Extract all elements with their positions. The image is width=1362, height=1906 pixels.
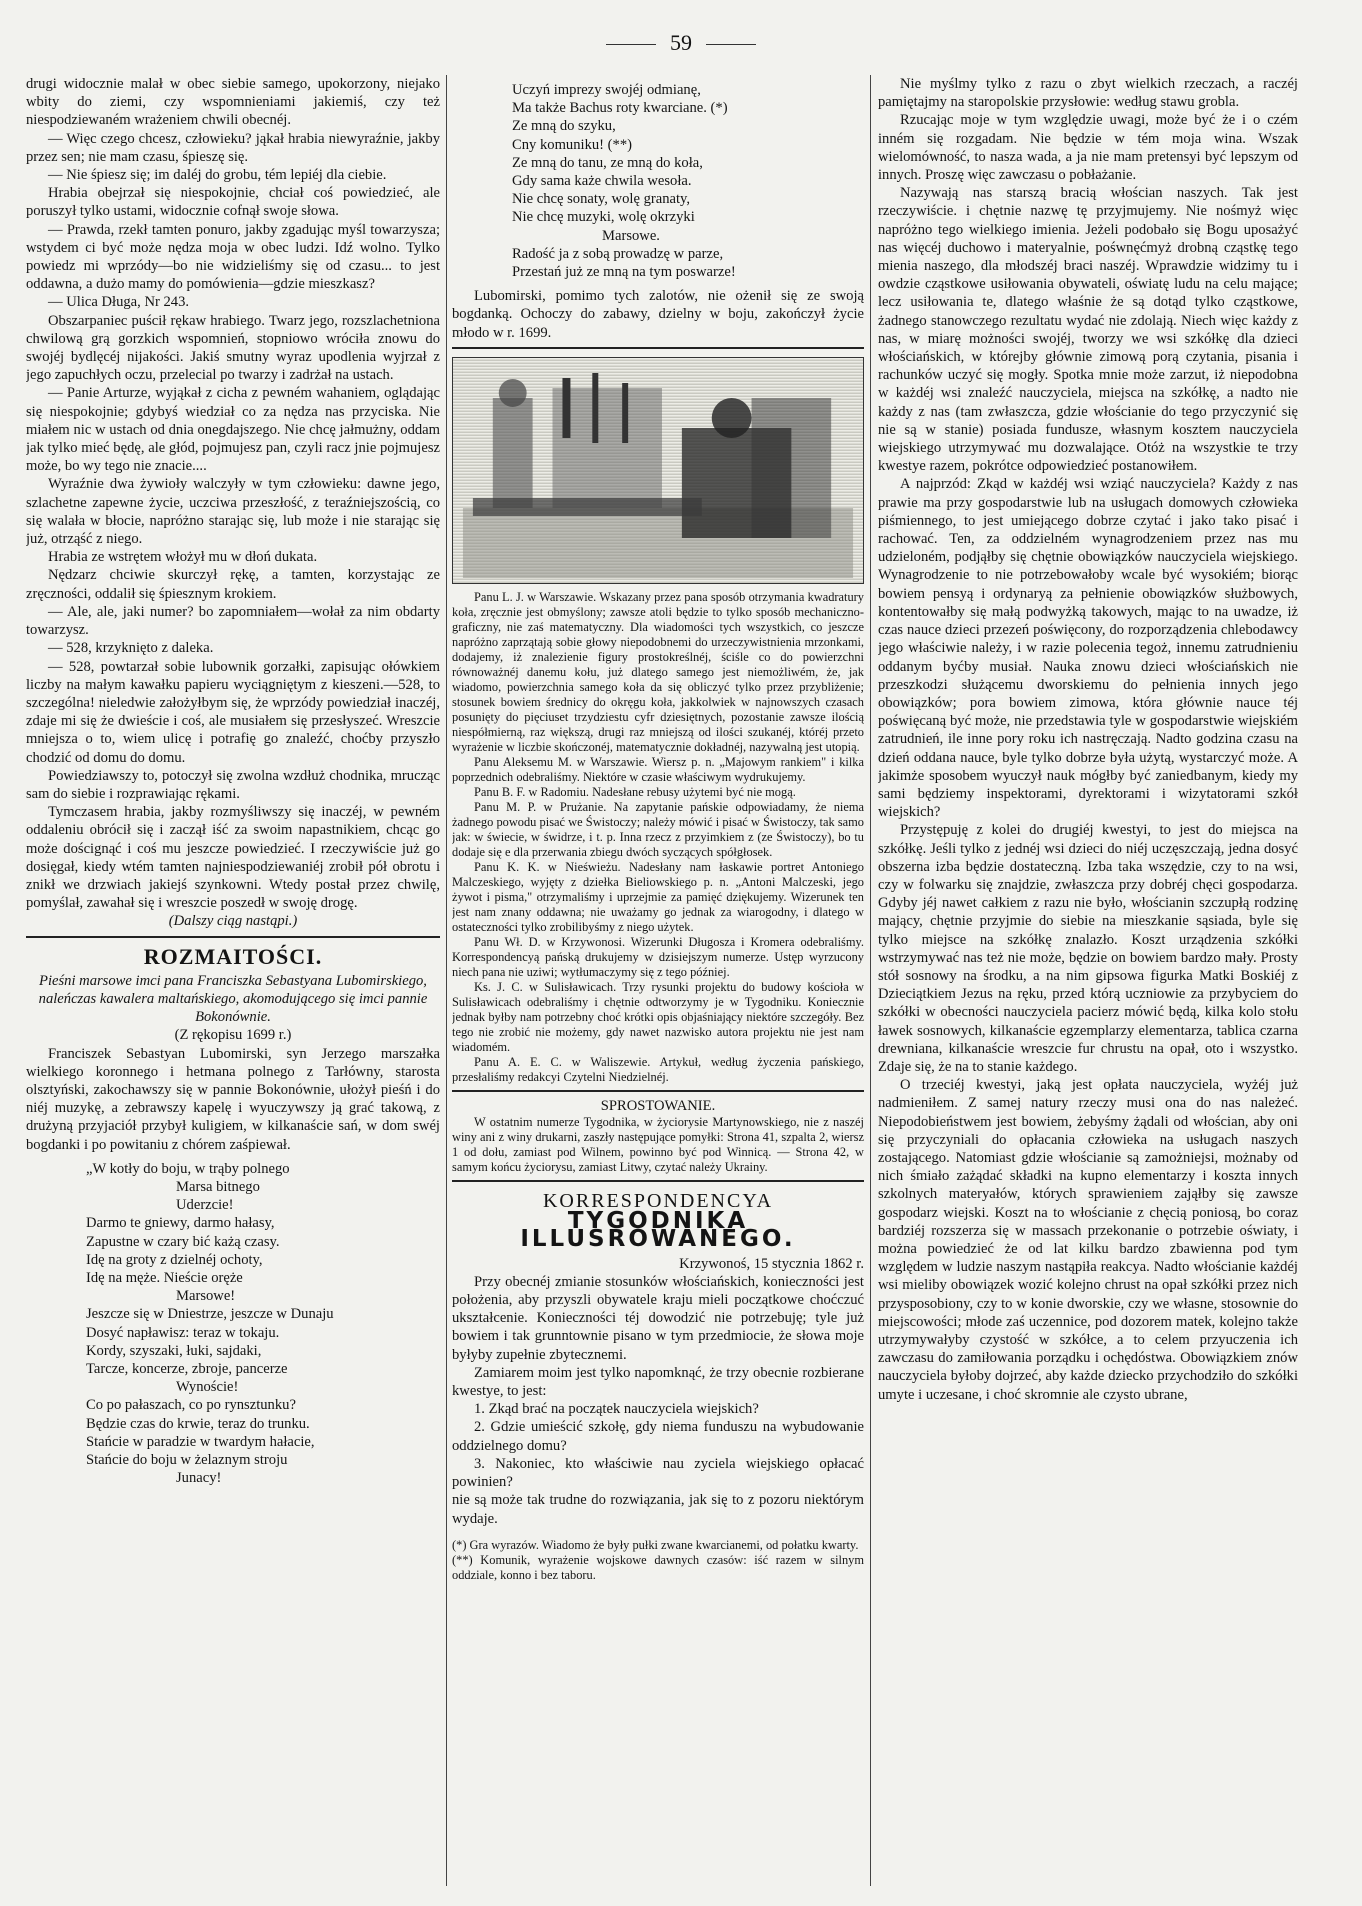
paragraph: 2. Gdzie umieścić szkołę, gdy niema funduszu na wybudowanie oddzielnego domu? [452, 1419, 864, 1454]
note: Panu A. E. C. w Waliszewie. Artykuł, według życzenia pańskiego, przesłaliśmy redakcyi Czytelni Niedzielnéj. [452, 1054, 864, 1084]
column-2 [452, 75, 864, 1886]
paragraph: Hrabia ze wstrętem włożył mu w dłoń dukata. [48, 549, 318, 566]
paragraph: Przystępuję z kolei do drugiéj kwestyi, to jest do miejsca na szkółkę. Jeśli tylko z jednéj wsi dzieci do niéj uczęszczają, jedna dosyć obszerna izba będzie dostateczną. Izba taka wszędzie, czy to na wsi, czy w folwarku się znajdzie, zwłaszcza przy dobréj chęci gospodarza. Gdyby jéj nawet całkiem z razu nie było, włościanin szczupłą rodzinę mający, chętnie przyjmie do siebie na mieszkanie sąsiada, byle się tylko miejsce na szkółkę znalazło. Koszt urządzenia szkółki wstrzymywać nas też nie może, będzie on bowiem bardzo mały. Prosty stół sosnowy na środku, a na nim gipsowa figurka Matki Boskiéj z Dzieciątkiem Jezus na ręku, przed którą uczniowie za przybyciem do szkółki w obecności nauczyciela pacierz mówić będą, kilka kolo stołu ławek sosnowych, kilkanaście egzemplarzy elementarza, tablica czarna drewniana, kilkanaście wreszcie fur chrustu na opał, oto i wszystko. Zdaje się, że na to stanie każdego. [878, 822, 1298, 1075]
poem-line: „W kotły do boju, w trąby polnego [86, 1160, 290, 1177]
column-rule [446, 75, 447, 1886]
correction-text: W ostatnim numerze Tygodnika, w życiorysie Martynowskiego, nie z naszéj winy ani z winy drukarni, zaszły następujące pomyłki: Strona 41, szpalta 2, wiersz 1 od dołu, zamiast pod Wilnem, powinno być pod Winnicą. — Strona 42, w samym końcu życiorysu, zamiast Litwy, czytać należy Ukrainy. [452, 1115, 864, 1175]
poem-line: Marsa bitnego [176, 1178, 260, 1195]
poem-continued [452, 81, 864, 281]
paragraph: drugi widocznie malał w obec siebie samego, upokorzony, niejako wbity do ziemi, czy wspomnieniami jakiemiś, czy też niespodziewaném wrażeniem chwili obecnéj. [26, 76, 440, 129]
poem-line: Jeszcze się w Dniestrze, jeszcze w Dunaju [86, 1306, 334, 1323]
poem-line: Nie chcę sonaty, wolę granaty, [512, 191, 691, 208]
page-number: 59 [0, 30, 1362, 56]
poem-line: Zapustne w czary bić każą czasy. [86, 1233, 280, 1250]
paragraph: — Więc czego chcesz, człowieku? jąkał hrabia niewyraźnie, jakby przez sen; nie mam czasu, śpieszę się. [26, 130, 440, 165]
poem-line: Cny komuniku! (**) [512, 136, 632, 153]
poem-line: Ma także Bachus roty kwarciane. (*) [512, 100, 728, 117]
poem-line: Ze mną do szyku, [512, 118, 616, 135]
paragraph: Obszarpaniec puścił rękaw hrabiego. Twarz jego, rozszlachetniona chwilową grą gorzkich wspomnień, stopniowo wróciła znowu do swojéj bydlęcéj nijakości. Jakiś smutny wyraz upodlenia wyjrzał z jego zapuchłych oczu, przelecial po twarzy i zadrżał na ustach. [26, 312, 440, 384]
poem-line: Wynoście! [176, 1379, 239, 1396]
poem-line: Darmo te gniewy, darmo hałasy, [86, 1215, 275, 1232]
correspondence-title: TYGODNIKA ILLUSROWANEGO. [520, 1208, 796, 1253]
column-rule [870, 75, 871, 1886]
paragraph: A najprzód: Zkąd w każdéj wsi wziąć nauczyciela? Każdy z nas prawie ma przy gospodarstwie lub na usługach domowych człowieka piśmiennego, to jest umiejącego dobrze czytać i jako tako pisać i rachować. Ten, za oddzielném wynagrodzeniem przez nas mu udzieloném, podjąłby się chętnie obowiązków nauczyciela wiejskiego. Wynagrodzenie to nie potrzebowałoby wcale być wysokiém; biorąc bowiem pensyą i ordynaryą za pełnienie obowiązków służbowych, kontentowałby się małą podwyżką takowych, mając to na uwadze, iż czas nauce dzieci przezeń poświęcony, do rozporządzenia chlebodawcy jego właściwie należy, i w razie polecenia tegoż, innemu zatrudnieniu oddanym byćby musiał. Nauka znowu dzieci włościańskich nie przeszkodzi służącemu dworskiemu do pełnienia innych jego obowiązków; pora bowiem zimowa, która głównie nauce téj poświęcaną być może, nie przedstawia tyle w gospodarstwie wiejskiém zatrudnień, ile inne pory roku ich nastręczają. Nadto godzina czasu na dzień oddana nauce, byle tylko dobrze była użytą, wystarczyć może. A jakimże sposobem wyuczył nauk mógłby być zaniedbanym, kiedy my sami będziemy inspektorami, dyrektorami i wizytatorami szkół wiejskich? [878, 476, 1298, 821]
poem-title: Pieśni marsowe imci pana Franciszka Sebastyana Lubomirskiego, naleńczas kawalera maltańskiego, akomodującego się imci pannie Bokonównie. [38, 972, 428, 1026]
correspondence-date: Krzywonoś, 15 stycznia 1862 r. [679, 1255, 864, 1272]
note: Panu L. J. w Warszawie. Wskazany przez pana sposób otrzymania kwadratury koła, zręcznie jest obmyślony; zawsze atoli będzie to tylko sposób mechaniczno-graficzny, nie zaś matematyczny. Dla wiadomości tych wszystkich, co jeszcze napróżno zaprzątają sobie głowy niepodobnemi do urzeczywistnienia mrzonkami, dodajemy, iż znalezienie figury prostokreślnéj, ściśle co do powierzchni równoważnéj danemu kołu, już dlatego samego jest niemożliwém, że, jak wiadomo, powierzchnia samego koła da się obliczyć tylko przez przybliżenie; stosunek bowiem średnicy do okręgu koła, jakkolwiek w najnowszych czasach posunięty do pięciuset trzydziestu cyfr dziesiętnych, pozostanie zawsze ilością niespółmierną, raz większą, drugi raz mniejszą od ilości szukanéj, któréj przeto wyrażenie w liczbie skończonéj, matematycznie dokładnéj, nazywalną jest utopią. [452, 589, 864, 754]
paragraph: — 528, krzyknięto z daleka. [48, 640, 214, 657]
paragraph: Zamiarem moim jest tylko napomknąć, że trzy obecnie rozbierane kwestye, to jest: [452, 1364, 864, 1400]
divider [452, 1090, 864, 1092]
poem-line: Idę na groty z dzielnéj ochoty, [86, 1251, 263, 1268]
divider [452, 347, 864, 349]
poem-line: Stańcie w paradzie w twardym hałacie, [86, 1433, 315, 1450]
poem-line: Tarcze, koncerze, zbroje, pancerze [86, 1361, 288, 1378]
note: Panu B. F. w Radomiu. Nadesłane rebusy użytemi być nie mogą. [474, 784, 796, 799]
poem-line: Marsowe. [602, 227, 660, 244]
note: Ks. J. C. w Sulisławicach. Trzy rysunki projektu do budowy kościoła w Sulisławicach odebraliśmy i chętnie odtworzymy je w Tygodniku. Koniecznie jednak byłby nam potrzebny choć krótki opis objaśniający niektóre szczegóły. Bez tego nie zrobić nie możemy, gdy nawet nazwisko autora projektu nie jest nam wiadomém. [452, 979, 864, 1054]
paragraph: — 528, powtarzał sobie lubownik gorzałki, zapisując ołówkiem liczby na małym kawałku papieru wyciągniętym z kieszeni.—528, to szczególna! nieledwie założyłbym się, że wprzódy powiedział inaczéj, zdaje mi się że dwieście i coś, ale musiałem się przesłyszeć. Wreszcie mniejsza o to, wiem ulicę i potrafię go znaleźć, choćby przyszło chodzić od domu do domu. [26, 658, 440, 766]
note: Panu K. K. w Nieświeżu. Nadesłany nam łaskawie portret Antoniego Malczeskiego, wyjęty z dziełka Bieliowskiego p. n. „Antoni Malczeski, jego żywot i pisma," otrzymaliśmy i uprzejmie za pamięć dziękujemy. Wizerunek ten jest nam znany oddawna; nie uważamy go jednak za wiarogodny, i dlatego w ostateczności tylko zrobilibyśmy z niego użytek. [452, 859, 864, 934]
paragraph: Hrabia obejrzał się niespokojnie, chciał coś powiedzieć, ale poruszył tylko ustami, widocznie cofnął swoje słowa. [26, 185, 440, 220]
poem-line: Kordy, szyszaki, łuki, sajdaki, [86, 1342, 262, 1359]
paragraph: 1. Zkąd brać na początek nauczyciela wiejskich? [474, 1401, 759, 1418]
poem-line: Junacy! [176, 1470, 222, 1487]
poem-line: Uczyń imprezy swojéj odmianę, [512, 82, 701, 98]
engraving-illustration [453, 358, 863, 583]
column-3 [878, 75, 1298, 1886]
paragraph: — Ale, ale, jaki numer? bo zapomniałem—wołał za nim obdarty towarzysz. [26, 603, 440, 639]
section-title: ROZMAITOŚCI. [143, 943, 323, 969]
poem-source: (Z rękopisu 1699 r.) [174, 1027, 292, 1044]
poem-line: Ze mną do tanu, ze mną do koła, [512, 154, 703, 171]
divider [26, 936, 440, 938]
paragraph: Nie myślmy tylko z razu o zbyt wielkich rzeczach, a raczéj pamiętajmy na staropolskie przysłowie: według stawu grobla. [878, 76, 1298, 111]
poem-line: Radość ja z sobą prowadzę w parze, [512, 245, 724, 262]
footnote: (*) Gra wyrazów. Wiadomo że były pułki zwane kwarcianemi, od połatku kwarty. [452, 1537, 859, 1552]
paragraph: — Ulica Długa, Nr 243. [48, 294, 190, 311]
poem-line: Gdy sama każe chwila wesoła. [512, 173, 692, 190]
poem [26, 1160, 440, 1488]
paragraph: Przy obecnéj zmianie stosunków włościańskich, konieczności jest położenia, aby przyszli obywatele kraju mieli początkowe choćczuć ukształcenie. Konieczności téj dowodzić nie potrzebuję; tyle już bowiem i tak grunntownie pisano w tym przedmiocie, że słowa moje byłyby zupełnie zbytecznemi. [452, 1273, 864, 1363]
paragraph: Powiedziawszy to, potoczył się zwolna wzdłuż chodnika, mrucząc sam do siebie i rozprawiając rękami. [26, 767, 440, 802]
paragraph: Rzucając moje w tym względzie uwagi, może być że i o czém inném się rozgadam. Nie będzie w tém moja wina. Wszak wielomówność, to nasza wada, a ja nie mam pretensyi być lepszym od innych. Proszę więc zawczasu o pobłażanie. [878, 112, 1298, 184]
editor-engraving [452, 357, 864, 584]
paragraph: Franciszek Sebastyan Lubomirski, syn Jerzego marszałka wielkiego koronnego i hetmana polnego z Tarłówny, starosta olsztyński, zakochawszy się w pannie Bokonównie, ułożył pieśń i do niéj muzykę, a zebrawszy kapelę i wyuczywszy ją grać takową, z drużyną przyjaciół przybył kuligiem, w kilkanaście sań, w dom swéj bogdanki i po powitaniu z chórem zaśpiewał. [26, 1045, 440, 1153]
poem-line: Idę na męże. Nieście oręże [86, 1270, 243, 1286]
note: Panu Wł. D. w Krzywonosi. Wizerunki Długosza i Kromera odebraliśmy. Korrespondencyą pańską drukujemy w dzisiejszym numerze. Ustęp wyrzucony niech pana nie uziwi; wytłumaczymy się z tego później. [452, 934, 864, 979]
paragraph: — Prawda, rzekł tamten ponuro, jakby zgadując myśl towarzysza; wstydem ci być może nędza moja w obec ludzi. Idź wolno. Tylko powiedz mi wprzódy—bo nie widzieliśmy się od czasu... to jest oddawna, a dużo mamy do pomówienia—gdzie mieszkasz? [26, 221, 440, 293]
poem-line: Przestań już ze mną na tym poswarze! [512, 264, 736, 281]
column-1 [26, 75, 440, 1886]
divider [452, 1180, 864, 1182]
poem-line: Stańcie do boju w żelaznym stroju [86, 1452, 288, 1469]
paragraph: O trzeciéj kwestyi, jaką jest opłata nauczyciela, wyżéj już nadmieniłem. Z samej natury rzeczy musi ona do nas należeć. Niepodobieństwem jest bowiem, żebyśmy żądali od włościan, aby oni się przyczyniali do opłacania człowieka na usługach naszych zostającego. Natomiast gdzie włościanie są zamożniejsi, możnaby od nich śmiało zażądać składki na kupno elementarzy i koszta innych szkolnych materyałów, których sprawieniem zająłby się zawsze gospodarz wiejski. Koszt na to włościanie z chęcią poniosą, bo coraz bardziéj rozszerza się w massach przekonanie o potrzebie oświaty, i można powiedzieć że od lat kilku bardzo zbawienna pod tym względem w ludzie naszym nastąpiła reakcya. Nadto włościanie każdéj wsi mieliby obowiązek wozić kolejno chrust na opał szkółki przez nich przysposobiony, czy to w konie dworskie, czy we własne, stosownie do miejscowości; młode zaś uczennice, pod dozorem matek, kolejno także utrzymywałyby czystość w szkółce, a to celem przyuczenia ich zawczasu do zamiłowania porządku i ochędóstwa. Obowiązkiem znów nauczyciela byłoby dojrzeć, aby każde dziecko przychodziło do szkółki umyte i uczesane, i choć skromnie ale czysto ubrane, [878, 1077, 1298, 1403]
paragraph: — Nie śpiesz się; im daléj do grobu, tém lepiéj dla ciebie. [48, 167, 387, 184]
paragraph: Tymczasem hrabia, jakby rozmyśliwszy się inaczéj, w pewném oddaleniu obrócił się i zaczął iść za swoim napastnikiem, chcąc go może doścignąć i coś mu jeszcze powiedzieć. I rzeczywiście już go dosięgał, kiedy wtém tamten najniespodziewaniéj zrobił pół obrotu i znikł we drzwiach jakiejś szynkowni. Wtedy postał przez chwilę, pomyślał, zawahał się i wreszcie poszedł w swoję drogę. [26, 804, 440, 912]
poem-line: Uderzcie! [176, 1197, 234, 1214]
poem-line: Marsowe! [176, 1288, 236, 1305]
paragraph: Nędzarz chciwie skurczył rękę, a tamten, korzystając ze zręczności, oddalił się śpiesznym krokiem. [26, 567, 440, 602]
paragraph: Lubomirski, pomimo tych zalotów, nie ożenił się ze swoją bogdanką. Ochoczy do zabawy, dzielny w boju, zakończył życie młodo w r. 1699. [452, 288, 864, 341]
paragraph: nie są może tak trudne do rozwiązania, jak się to z pozoru niektórym wydaje. [452, 1492, 864, 1527]
paragraph: 3. Nakoniec, kto właściwie nau zyciela wiejskiego opłacać powinien? [452, 1455, 864, 1491]
poem-line: Dosyć napławisz: teraz w tokaju. [86, 1324, 280, 1341]
correction-title: SPROSTOWANIE. [600, 1097, 716, 1114]
paragraph: Wyraźnie dwa żywioły walczyły w tym człowieku: dawne jego, szlachetne zapewne życie, uczciwa przeszłość, z teraźniejszością, co się walała w błocie, napróżno starając się, lub może i nie starając się już, otrząść z niego. [26, 476, 440, 548]
paragraph: — Panie Arturze, wyjąkał z cicha z pewném wahaniem, oglądając się niespokojnie; gdybyś wiedział co za nędza nas przyciska. Nie miałem nic w ustach od dnia onegdajszego. Nie chcę jałmużny, oddam jak tylko mieć będę, ale głód, pojmujesz pan, czyli racz jnie pojmujesz może, bo wy tego nie znacie.... [26, 385, 440, 475]
footnotes [452, 1538, 864, 1583]
continuation-note: (Dalszy ciąg nastąpi.) [168, 913, 298, 930]
correspondence-heading: KORRESPONDENCYA [542, 1190, 774, 1213]
editor-notes [452, 590, 864, 1085]
note: Panu M. P. w Prużanie. Na zapytanie pańskie odpowiadamy, że niema żadnego powodu pisać we Świstoczy; należy mówić i pisać w Świstoczy, tak samo jak: w świecie, w świdrze, i t. p. Inna rzecz z przyimkiem z (ze Świstoczy), bo tu dodaje się e dla przerwania zbiegu dwóch syczących spółgłosek. [452, 799, 864, 859]
note: Panu Aleksemu M. w Warszawie. Wiersz p. n. „Majowym rankiem" i kilka poprzednich odebraliśmy. Niektóre w czasie właściwym wydrukujemy. [452, 754, 864, 784]
footnote: (**) Komunik, wyrażenie wojskowe dawnych czasów: iść razem w silnym oddziale, konno i bez taboru. [452, 1552, 864, 1582]
poem-line: Nie chcę muzyki, wolę okrzyki [512, 209, 695, 226]
paragraph: Nazywają nas starszą bracią włościan naszych. Tak jest rzeczywiście. i chętnie nazwę tę przyjmujemy. Nie nośmyż więc napróżno tego wielkiego imienia. Jeżeli podobało się Bogu uposażyć nas więcéj duchowo i materyalnie, pośwnęćmyż drobną cząstkę tego mienia naszego, dla młodszéj braci naszéj. Wprawdzie widzimy tu i owdzie cząstkowe usiłowania obywateli, oświatę ludu na celu mające; lecz usiłowania te, dlatego właśnie że są dotąd tylko cząstkowe, żadnego stanowczego rezultatu wydać nie zdolają. Niech więc każdy z nas, w miarę możności swojéj, tworzy we wsi szkółkę dla dzieci włościańskich, w którejby głównie zimową porą czytania, pisania i rachunków uczyć się mogły. Spotka mnie może zarzut, iż niepodobna w każdéj wsi znaleźć nauczyciela, miejsca na szkółkę, a nadto nie każdy z nas (tam zwłaszcza, gdzie włościanie do tego przyczynić się nie są w stanie) posiada fundusze, własnym kosztem nauczyciela wiejskiego utrzymywać mu dozwalające. Otóż na wszystkie te trzy kwestye razem, pokrótce odpowiedzieć postanowiłem. [878, 185, 1298, 475]
poem-line: Co po pałaszach, co po rynsztunku? [86, 1397, 296, 1414]
poem-line: Będzie czas do krwie, teraz do trunku. [86, 1415, 310, 1432]
